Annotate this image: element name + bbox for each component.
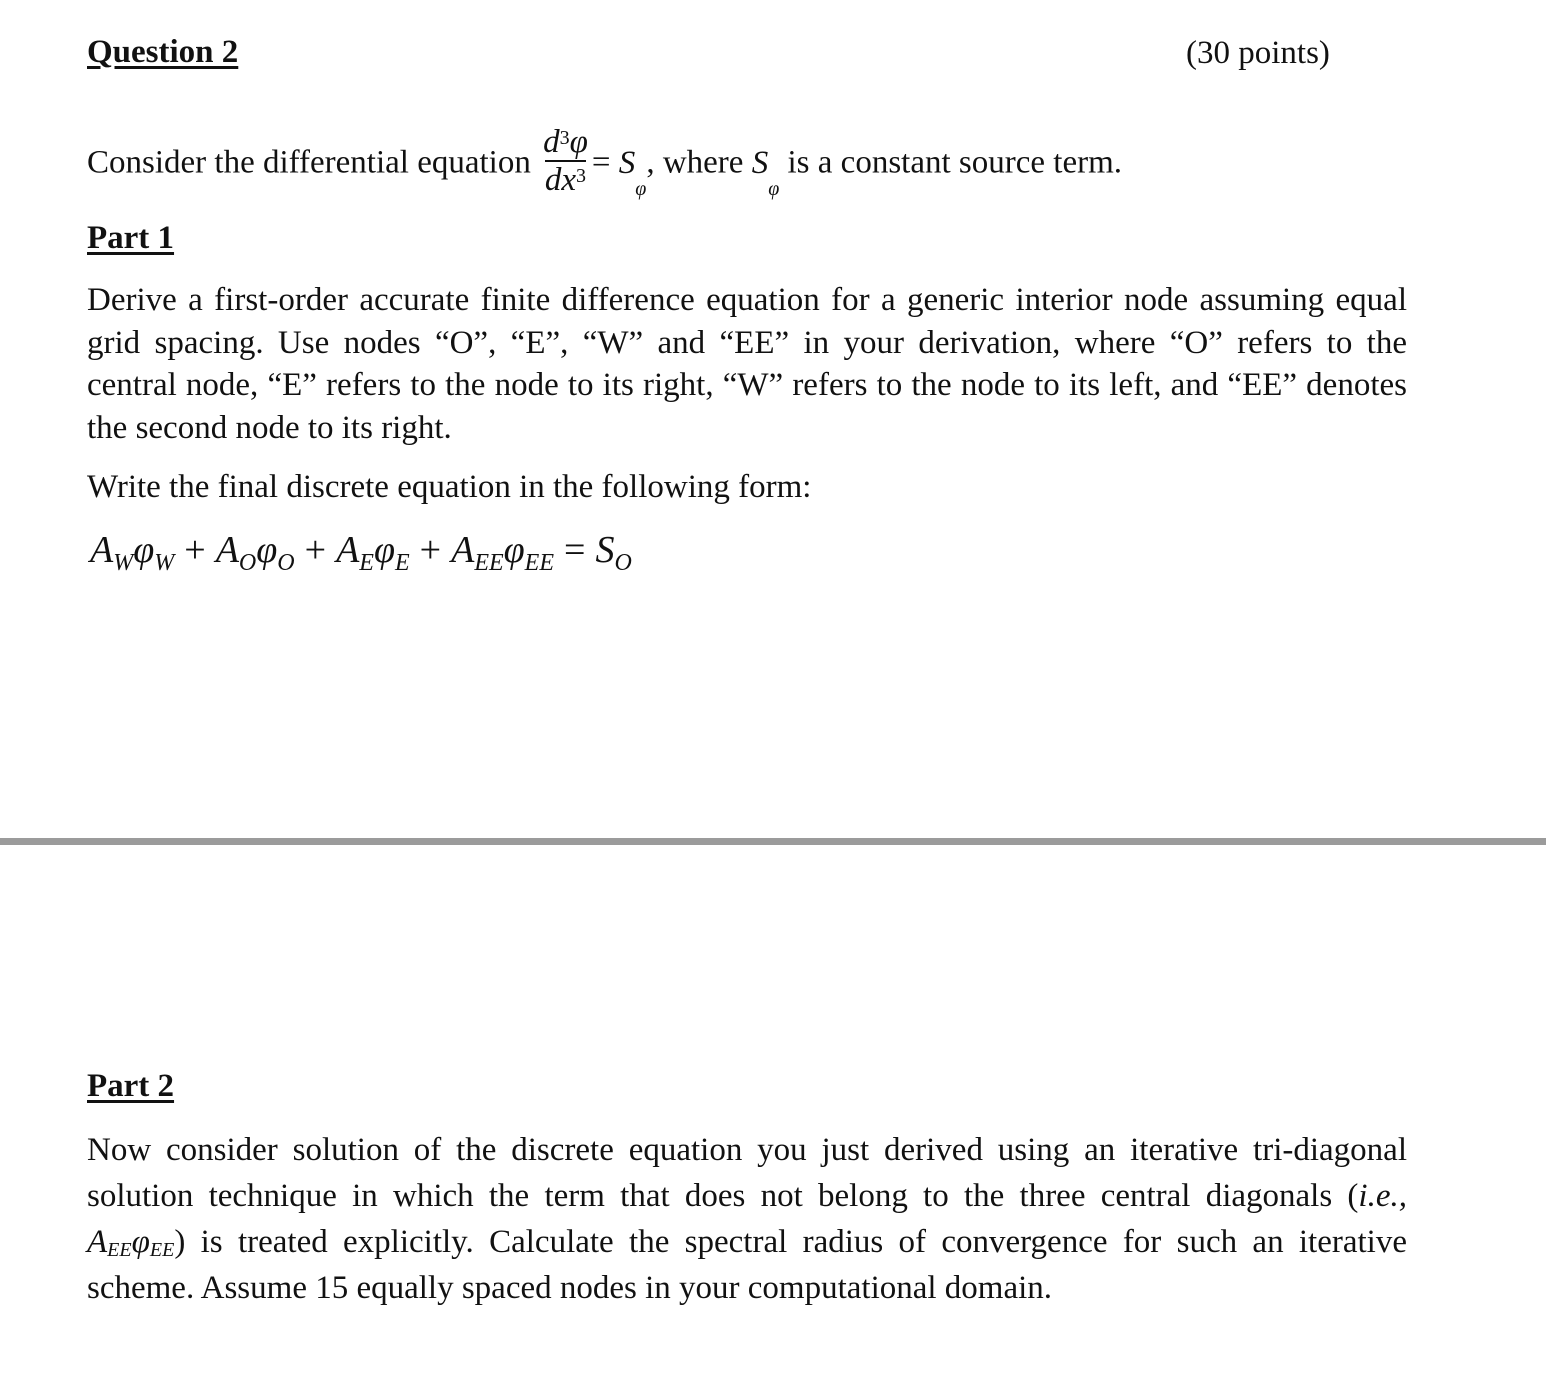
part2-paragraph (87, 1127, 1407, 1311)
plus-sign: + (419, 529, 442, 571)
equals-sign: = (564, 529, 586, 571)
intro-suffix: is a constant source term. (787, 144, 1122, 181)
question-title: Question 2 (87, 34, 239, 70)
part2-text-after: ) is treated explicitly. Calculate the spectral radius of convergence for such an iterative scheme. Assume 15 equally spaced nodes in your computational domain. (87, 1224, 1407, 1306)
part2-heading: Part 2 (87, 1068, 175, 1104)
part1-heading: Part 1 (87, 220, 175, 256)
intro-prefix: Consider the differential equation (87, 144, 531, 181)
part2-text-before: Now consider solution of the discrete equation you just derived using an iterative tri-diagonal solution technique in which the term that does not belong to the three central diagonals ( (87, 1132, 1407, 1214)
source-term-rhs: $S_\varphi$ (618, 144, 647, 200)
rhs-source: $S_O$ (595, 529, 632, 576)
source-term-symbol: $S_\varphi$ (751, 144, 780, 200)
intro-line (87, 124, 1122, 202)
term-ee: $A_{EE}\varphi_{EE}$ (451, 529, 554, 576)
section-divider (0, 838, 1546, 845)
question-points: (30 points) (1186, 35, 1330, 71)
ie-abbrev: i.e., (1358, 1178, 1407, 1214)
term-w: $A_W\varphi_W$ (90, 529, 175, 576)
term-o: $A_O\varphi_O$ (215, 529, 295, 576)
fraction-denominator: $dx^3$ (544, 162, 587, 198)
plus-sign: + (304, 529, 327, 571)
discrete-equation-form (90, 528, 632, 576)
explicit-term: $A_{EE}\varphi_{EE}$ (87, 1224, 175, 1261)
part1-instruction: Write the final discrete equation in the following form: (87, 469, 812, 505)
fraction-numerator: $d^3\varphi$ (543, 124, 588, 160)
equals-sign: = (591, 144, 611, 181)
term-e: $A_E\varphi_E$ (336, 529, 410, 576)
plus-sign: + (184, 529, 206, 571)
where-text: , where (646, 144, 744, 181)
third-derivative-fraction (543, 124, 588, 198)
part1-paragraph: Derive a first-order accurate finite difference equation for a generic interior node assuming equal grid spacing. Use nodes “O”, “E”, “W” and “EE” in your derivation, where “O” refers to the central node, “E” refers to the node to its right, “W” refers to the node to its left, and “EE” denotes the second node to its right. (87, 282, 1407, 446)
